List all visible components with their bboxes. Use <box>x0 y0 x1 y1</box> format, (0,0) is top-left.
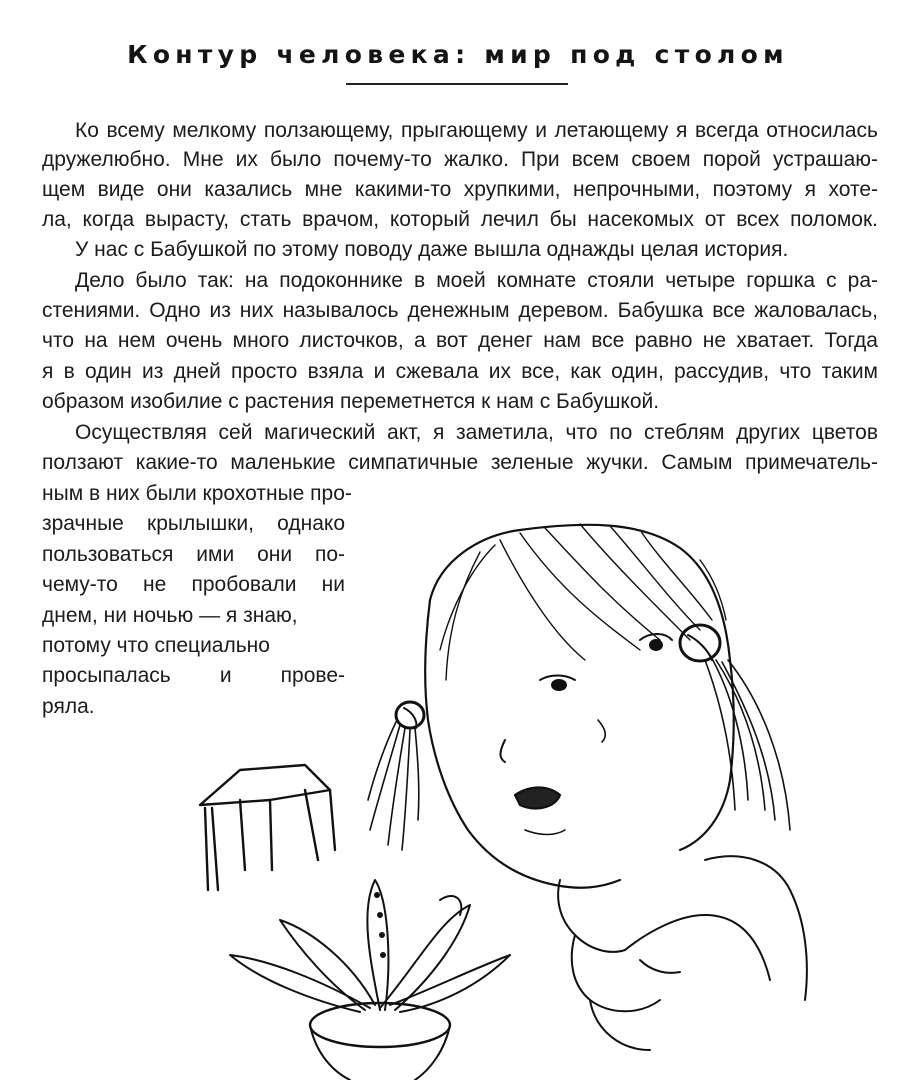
hand <box>558 856 807 1050</box>
text-line: днем, ни ночью — я знаю, <box>42 604 298 627</box>
text-line: ным в них были крохотные про- <box>42 482 352 505</box>
text-line: Дело было так: на подоконнике в моей комнате стояли четыре горшка с ра- <box>75 269 878 292</box>
text-line: пользоваться ими они по- <box>42 543 345 566</box>
text-line: ряла. <box>42 695 95 718</box>
text-line: Осуществляя сей магический акт, я заметила, что по стеблям других цветов <box>75 421 878 444</box>
chapter-title: Контур человека: мир под столом <box>127 40 789 69</box>
text-line: зрачные крылышки, однако <box>42 512 345 535</box>
text-line: Ко всему мелкому ползающему, прыгающему и летающему я всегда относилась <box>75 119 878 142</box>
nose <box>500 740 505 762</box>
text-line: стениями. Одно из них называлось денежным деревом. Бабушка все жаловалась, <box>42 299 878 322</box>
text-line: ползают какие-то маленькие симпатичные зеленые жучки. Самым примечатель- <box>42 451 878 474</box>
text-line: чему-то не пробовали ни <box>42 573 345 596</box>
text-line: ла, когда вырасту, стать врачом, который лечил бы насекомых от всех поломок. <box>42 208 878 231</box>
text-line: дружелюбно. Мне их было почему-то жалко. При всем своем порой устрашаю- <box>42 148 878 171</box>
potted-plant <box>230 880 510 1080</box>
text-line: щем виде они казались мне какими-то хрупкими, непрочными, поэтому я хоте- <box>42 178 878 201</box>
text-line: просыпалась и прове- <box>42 664 345 687</box>
text-line: У нас с Бабушкой по этому поводу даже вышла однажды целая история. <box>75 238 789 261</box>
head-outline <box>430 525 734 850</box>
eyes <box>540 634 672 690</box>
mouth <box>515 788 565 835</box>
text-line: что на нем очень много листочков, а вот денег нам все равно не хватает. Тогда <box>42 329 878 352</box>
title-underline <box>346 83 568 85</box>
stool-sketch <box>200 765 335 890</box>
text-line: потому что специально <box>42 634 270 657</box>
text-line: я в один из дней просто взяла и сжевала их все, как один, рассудив, что таким <box>42 360 878 383</box>
left-pigtail <box>368 702 424 850</box>
right-pigtail <box>680 625 790 830</box>
girl-sketch-illustration <box>180 500 916 1080</box>
text-line: образом изобилие с растения переметнется к нам с Бабушкой. <box>42 390 660 413</box>
hair-strands <box>440 524 726 680</box>
